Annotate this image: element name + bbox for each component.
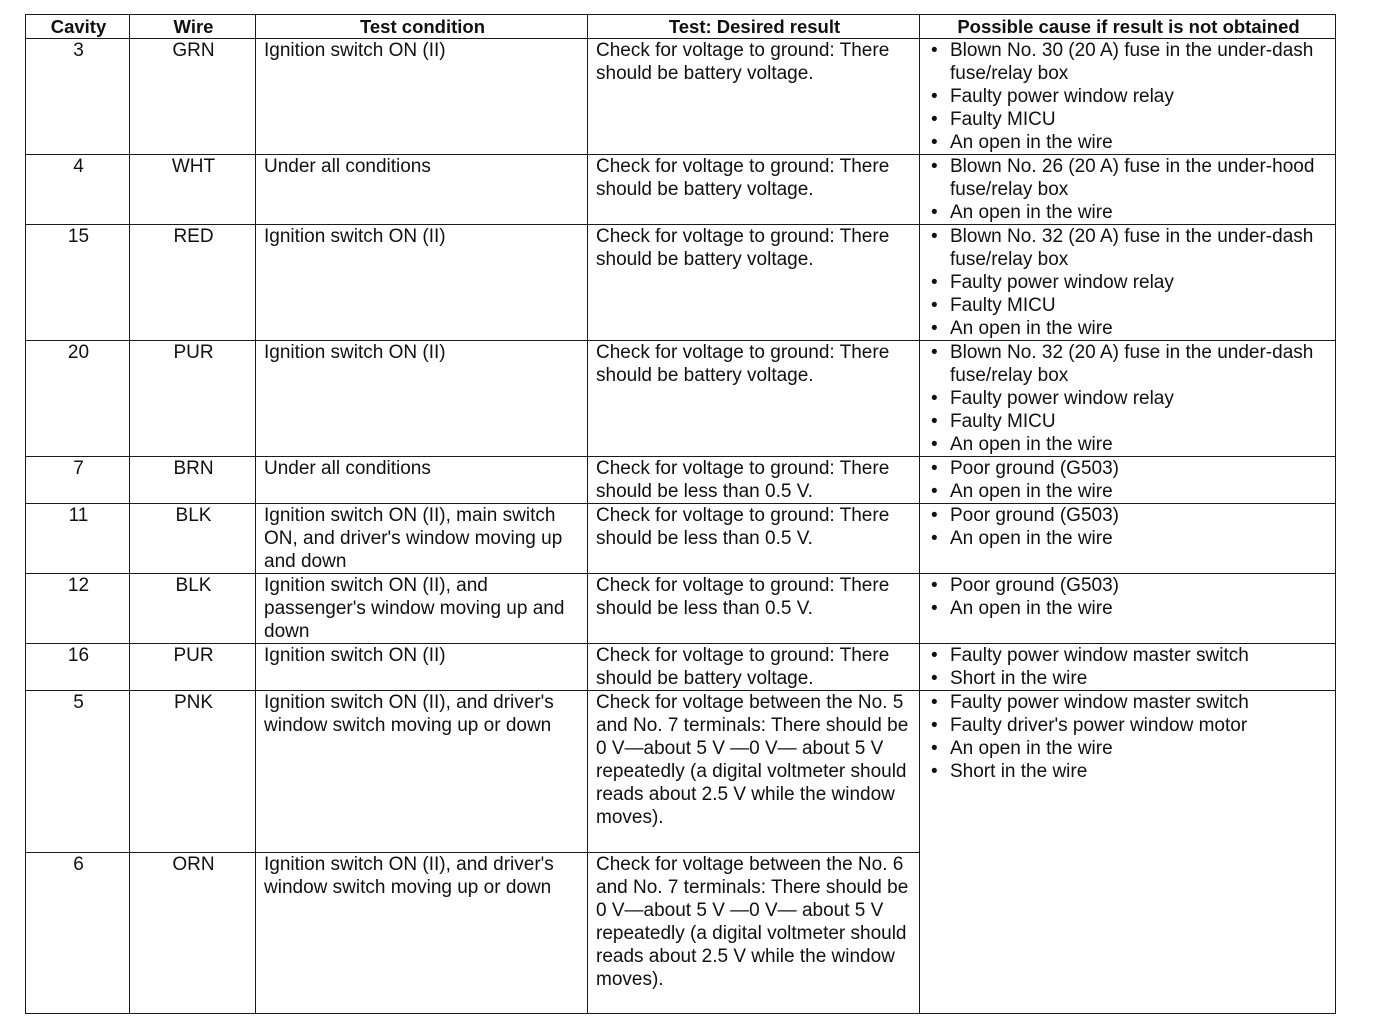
cause-item: • Faulty power window master switch xyxy=(928,644,1329,667)
cause-item: • Poor ground (G503) xyxy=(928,504,1329,527)
cause-item: • An open in the wire xyxy=(928,480,1329,503)
cause-item: • Short in the wire xyxy=(928,667,1329,690)
test-condition-cell: Ignition switch ON (II), main switch ON, and driver's window moving up and down xyxy=(256,504,588,574)
table-row xyxy=(26,457,1336,504)
cavity-cell: 20 xyxy=(26,341,130,457)
cause-item: • Poor ground (G503) xyxy=(928,574,1329,597)
wire-color-cell: PNK xyxy=(130,691,256,853)
cause-item: • Faulty driver's power window motor xyxy=(928,714,1329,737)
cause-list xyxy=(928,225,1329,340)
wire-color-cell: RED xyxy=(130,225,256,341)
table-row xyxy=(26,39,1336,155)
test-condition-cell: Ignition switch ON (II), and passenger's window moving up and down xyxy=(256,574,588,644)
desired-result-cell: Check for voltage to ground: There should be less than 0.5 V. xyxy=(588,504,920,574)
cause-item: • Blown No. 32 (20 A) fuse in the under-dash fuse/relay box xyxy=(928,341,1329,387)
header-row xyxy=(26,15,1336,39)
cause-item: • Blown No. 26 (20 A) fuse in the under-hood fuse/relay box xyxy=(928,155,1329,201)
cause-item: • Faulty MICU xyxy=(928,410,1329,433)
desired-result-cell: Check for voltage between the No. 5 and No. 7 terminals: There should be 0 V—about 5 V —0 V— about 5 V repeatedly (a digital voltmeter should reads about 2.5 V while the window moves). xyxy=(588,691,920,853)
cause-list xyxy=(928,644,1329,690)
possible-cause-cell xyxy=(920,155,1336,225)
cause-item: • Faulty power window master switch xyxy=(928,691,1329,714)
cavity-cell: 12 xyxy=(26,574,130,644)
possible-cause-cell xyxy=(920,504,1336,574)
cavity-cell: 16 xyxy=(26,644,130,691)
cause-item: • Poor ground (G503) xyxy=(928,457,1329,480)
possible-cause-cell xyxy=(920,225,1336,341)
test-condition-cell: Under all conditions xyxy=(256,155,588,225)
cause-list xyxy=(928,457,1329,503)
cause-item: • Blown No. 30 (20 A) fuse in the under-dash fuse/relay box xyxy=(928,39,1329,85)
cause-item: • Blown No. 32 (20 A) fuse in the under-dash fuse/relay box xyxy=(928,225,1329,271)
cause-item: • Faulty power window relay xyxy=(928,271,1329,294)
cause-item: • Faulty MICU xyxy=(928,294,1329,317)
troubleshooting-sheet xyxy=(25,14,1335,1012)
cause-list xyxy=(928,504,1329,550)
cause-item: • Faulty power window relay xyxy=(928,85,1329,108)
cause-list xyxy=(928,574,1329,620)
desired-result-cell: Check for voltage to ground: There should be battery voltage. xyxy=(588,155,920,225)
header-test-condition: Test condition xyxy=(256,15,588,39)
connector-test-table xyxy=(25,14,1336,1014)
test-condition-cell: Ignition switch ON (II) xyxy=(256,225,588,341)
cause-item: • An open in the wire xyxy=(928,737,1329,760)
desired-result-cell: Check for voltage to ground: There should be less than 0.5 V. xyxy=(588,574,920,644)
header-cavity: Cavity xyxy=(26,15,130,39)
cause-list xyxy=(928,691,1329,783)
cause-item: • An open in the wire xyxy=(928,527,1329,550)
wire-color-cell: ORN xyxy=(130,853,256,1014)
cavity-cell: 15 xyxy=(26,225,130,341)
cavity-cell: 7 xyxy=(26,457,130,504)
cause-item: • An open in the wire xyxy=(928,317,1329,340)
table-row xyxy=(26,644,1336,691)
cause-item: • An open in the wire xyxy=(928,433,1329,456)
desired-result-cell: Check for voltage to ground: There should be less than 0.5 V. xyxy=(588,457,920,504)
cavity-cell: 5 xyxy=(26,691,130,853)
desired-result-cell: Check for voltage to ground: There should be battery voltage. xyxy=(588,341,920,457)
cause-item: • An open in the wire xyxy=(928,131,1329,154)
table-row xyxy=(26,155,1336,225)
test-condition-cell: Under all conditions xyxy=(256,457,588,504)
cavity-cell: 11 xyxy=(26,504,130,574)
table-row xyxy=(26,691,1336,853)
header-desired-result: Test: Desired result xyxy=(588,15,920,39)
test-condition-cell: Ignition switch ON (II) xyxy=(256,39,588,155)
cavity-cell: 3 xyxy=(26,39,130,155)
possible-cause-cell xyxy=(920,644,1336,691)
cause-item: • Faulty MICU xyxy=(928,108,1329,131)
test-condition-cell: Ignition switch ON (II), and driver's window switch moving up or down xyxy=(256,853,588,1014)
wire-color-cell: PUR xyxy=(130,341,256,457)
header-wire: Wire xyxy=(130,15,256,39)
wire-color-cell: BLK xyxy=(130,504,256,574)
table-row xyxy=(26,225,1336,341)
cause-item: • Faulty power window relay xyxy=(928,387,1329,410)
cause-list xyxy=(928,39,1329,154)
table-row xyxy=(26,504,1336,574)
desired-result-cell: Check for voltage between the No. 6 and No. 7 terminals: There should be 0 V—about 5 V —0 V— about 5 V repeatedly (a digital voltmeter should reads about 2.5 V while the window moves). xyxy=(588,853,920,1014)
wire-color-cell: PUR xyxy=(130,644,256,691)
cause-list xyxy=(928,341,1329,456)
possible-cause-cell xyxy=(920,341,1336,457)
cause-item: • Short in the wire xyxy=(928,760,1329,783)
test-condition-cell: Ignition switch ON (II) xyxy=(256,341,588,457)
table-row xyxy=(26,341,1336,457)
wire-color-cell: WHT xyxy=(130,155,256,225)
desired-result-cell: Check for voltage to ground: There should be battery voltage. xyxy=(588,39,920,155)
cause-item: • An open in the wire xyxy=(928,597,1329,620)
desired-result-cell: Check for voltage to ground: There should be battery voltage. xyxy=(588,644,920,691)
possible-cause-cell xyxy=(920,457,1336,504)
wire-color-cell: GRN xyxy=(130,39,256,155)
test-condition-cell: Ignition switch ON (II), and driver's window switch moving up or down xyxy=(256,691,588,853)
wire-color-cell: BRN xyxy=(130,457,256,504)
desired-result-cell: Check for voltage to ground: There should be battery voltage. xyxy=(588,225,920,341)
possible-cause-cell xyxy=(920,39,1336,155)
cavity-cell: 4 xyxy=(26,155,130,225)
shared-possible-cause-cell xyxy=(920,691,1336,1014)
cause-list xyxy=(928,155,1329,224)
test-condition-cell: Ignition switch ON (II) xyxy=(256,644,588,691)
cavity-cell: 6 xyxy=(26,853,130,1014)
table-row xyxy=(26,574,1336,644)
header-possible-cause: Possible cause if result is not obtained xyxy=(920,15,1336,39)
possible-cause-cell xyxy=(920,574,1336,644)
cause-item: • An open in the wire xyxy=(928,201,1329,224)
wire-color-cell: BLK xyxy=(130,574,256,644)
